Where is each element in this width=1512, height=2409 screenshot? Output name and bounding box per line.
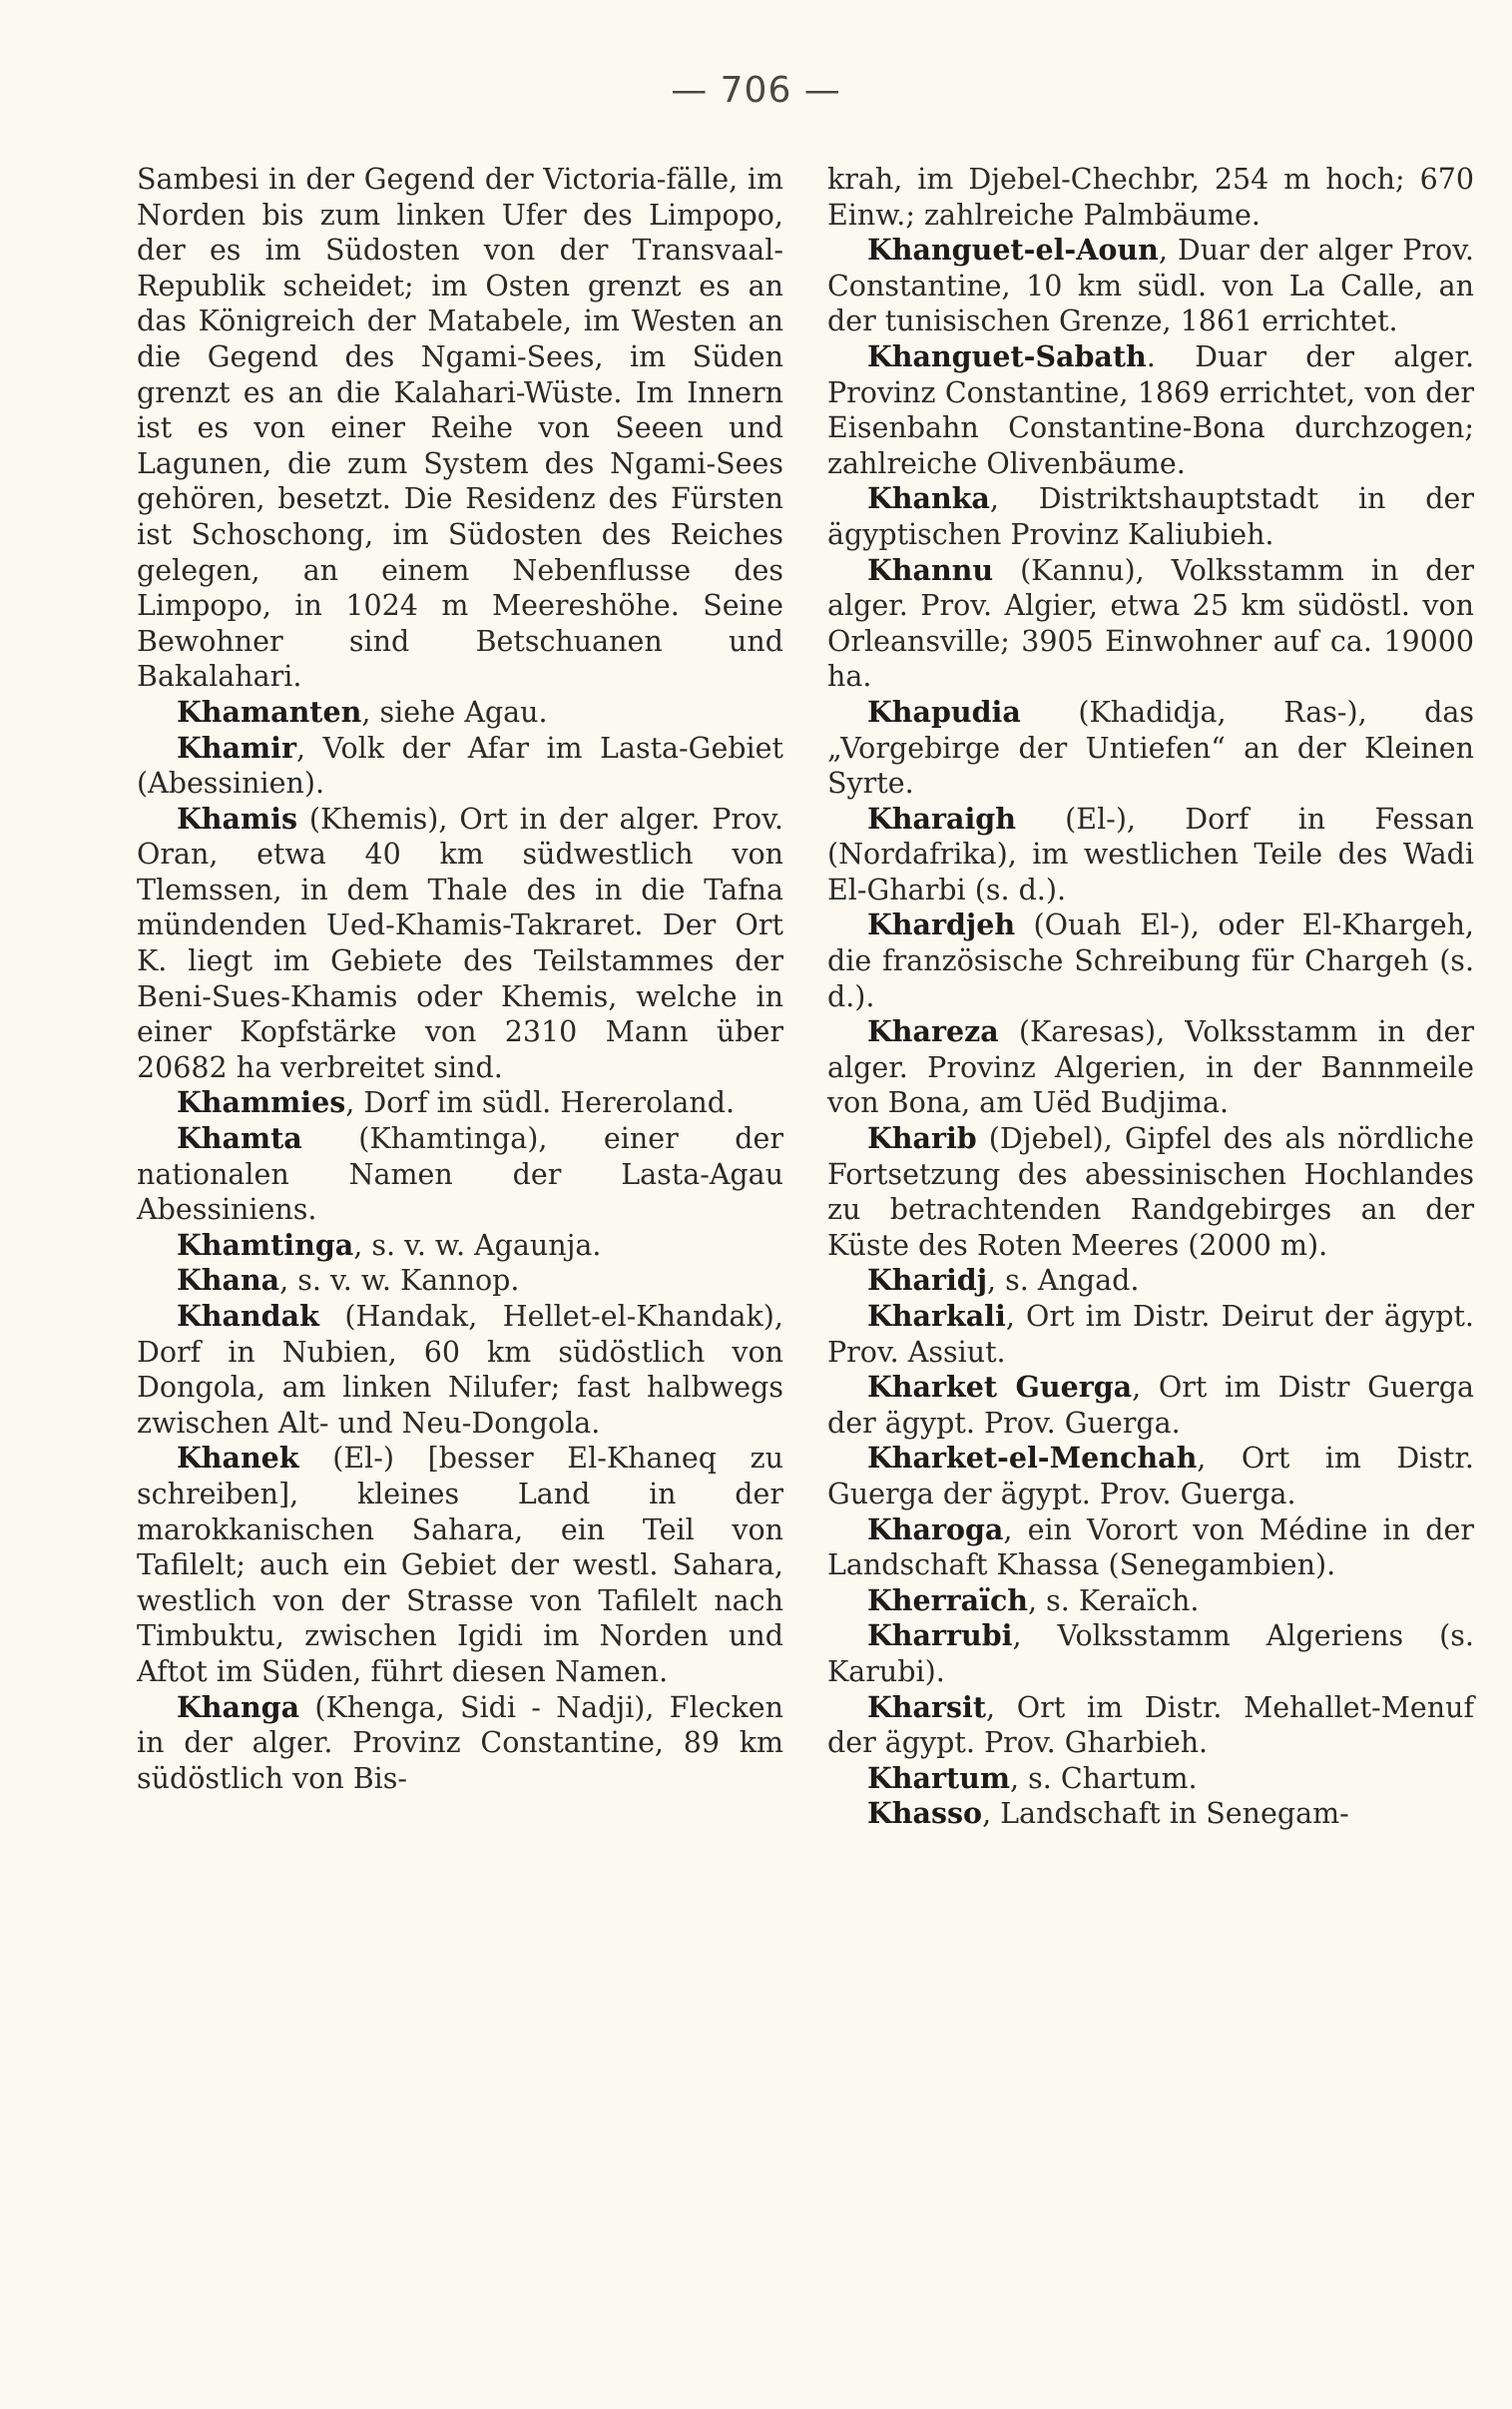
left-column (137, 162, 783, 1796)
dictionary-entry (827, 1263, 1474, 1299)
dictionary-entry (137, 731, 783, 802)
dictionary-entry (827, 1583, 1474, 1619)
dictionary-entry (827, 1441, 1474, 1511)
entry-text: , siehe Agau. (361, 695, 548, 729)
entry-text: , ein Vorort von Médine in der Landschaft Khassa (Senegambien). (827, 1512, 1474, 1582)
entry-text: krah, im Djebel-Chechbr, 254 m hoch; 670 Einw.; zahlreiche Palmbäume. (827, 163, 1474, 232)
dictionary-entry (827, 1690, 1474, 1761)
dictionary-entry (137, 1299, 783, 1441)
right-column (827, 162, 1474, 1832)
entry-headword: Kharkali (867, 1299, 1006, 1333)
entry-headword: Khammies (177, 1085, 346, 1120)
entry-text: (Khadidja, Ras-), das „Vorgebirge der Untiefen“ an der Kleinen Syrte. (827, 695, 1474, 801)
entry-text: , Ort im Distr Guerga der ägypt. Prov. Guerga. (827, 1371, 1474, 1440)
entry-headword: Kherraïch (867, 1582, 1029, 1617)
dictionary-entry (137, 1085, 783, 1121)
dictionary-entry (827, 907, 1474, 1014)
entry-headword: Khamta (177, 1121, 302, 1156)
entry-text: (Khemis), Ort in der alger. Prov. Oran, etwa 40 km südwestlich von Tlemssen, in dem Thale des in die Tafna mündenden Ued-Khamis-Takraret. Der Ort K. liegt im Gebiete des Teilstammes der Beni-Sues-Khamis oder Khemis, welche in einer Kopfstärke von 2310 Mann über 20682 ha verbreitet sind. (137, 802, 783, 1084)
entry-text: , Duar der alger Prov. Constantine, 10 km südl. von La Calle, an der tunisischen Grenze, 1861 errichtet. (827, 234, 1474, 338)
dictionary-entry (137, 802, 783, 1086)
dictionary-entry (827, 1014, 1474, 1121)
entry-headword: Khamanten (177, 694, 362, 729)
entry-text: , Ort im Distr. Guerga der ägypt. Prov. Guerga. (827, 1442, 1474, 1510)
entry-text: (Ouah El-), oder El-Khargeh, die französische Schreibung für Chargeh (s. d.). (827, 908, 1474, 1013)
entry-headword: Kharidj (867, 1263, 988, 1298)
entry-headword: Khanguet-Sabath (867, 338, 1147, 373)
dictionary-entry (827, 1512, 1474, 1583)
entry-headword: Khareza (867, 1014, 999, 1049)
entry-headword: Khanek (177, 1441, 299, 1476)
entry-headword: Khandak (177, 1299, 319, 1333)
dictionary-entry (137, 1228, 783, 1264)
entry-text: , Distriktshauptstadt in der ägyptischen Provinz Kaliubieh. (827, 482, 1474, 551)
entry-text: (Handak, Hellet-el-Khandak), Dorf in Nubien, 60 km südöstlich von Dongola, am linken Nilufer; fast halbwegs zwischen Alt- und Neu-Dongola. (137, 1300, 783, 1440)
entry-text: (Kannu), Volksstamm in der alger. Prov. Algier, etwa 25 km südöstl. von Orleansville; 3905 Einwohner auf ca. 19000 ha. (827, 553, 1474, 694)
entry-text: (El-) [besser El-Khaneq zu schreiben], kleines Land in der marokkanischen Sahara, ein Teil von Tafilelt; auch ein Gebiet der westl. Sahara, westlich von der Strasse von Tafilelt nach Timbuktu, zwischen Igidi im Norden und Aftot im Süden, führt diesen Namen. (137, 1442, 783, 1688)
entry-text: , Ort im Distr. Deirut der ägypt. Prov. Assiut. (827, 1300, 1474, 1369)
entry-text: , s. v. w. Agaunja. (353, 1228, 602, 1262)
entry-text: . Duar der alger. Provinz Constantine, 1869 errichtet, von der Eisenbahn Constantine-Bona durchzogen; zahlreiche Olivenbäume. (827, 339, 1474, 480)
entry-headword: Khamtinga (177, 1227, 354, 1262)
entry-text: , s. v. w. Kannop. (279, 1264, 520, 1298)
entry-text: Sambesi in der Gegend der Victoria-fälle, im Norden bis zum linken Ufer des Limpopo, der es im Südosten von der Transvaal-Republik scheidet; im Osten grenzt es an das Königreich der Matabele, im Westen an die Gegend des Ngami-Sees, im Süden grenzt es an die Kalahari-Wüste. Im Innern ist es von einer Reihe von Seeen und Lagunen, die zum System des Ngami-Sees gehören, besetzt. Die Residenz des Fürsten ist Schoschong, im Südosten des Reiches gelegen, an einem Nebenflusse des Limpopo, in 1024 m Meereshöhe. Seine Bewohner sind Betschuanen und Bakalahari. (137, 163, 783, 694)
entry-headword: Kharaigh (867, 801, 1016, 836)
entry-headword: Khanga (177, 1689, 300, 1724)
entry-text: (El-), Dorf in Fessan (Nordafrika), im westlichen Teile des Wadi El-Gharbi (s. d.). (827, 802, 1474, 906)
entry-headword: Khartum (867, 1760, 1011, 1795)
dictionary-entry (827, 802, 1474, 908)
dictionary-entry (827, 1761, 1474, 1797)
dictionary-entry (827, 1370, 1474, 1441)
dictionary-entry (827, 553, 1474, 695)
dictionary-entry (827, 1121, 1474, 1263)
dictionary-entry (137, 1441, 783, 1689)
entry-text: (Djebel), Gipfel des als nördliche Fortsetzung des abessinischen Hochlandes zu betrachtenden Randgebirges an der Küste des Roten Meeres (2000 m). (827, 1122, 1474, 1262)
entry-text: , Volk der Afar im Lasta-Gebiet (Abessinien). (137, 731, 783, 801)
dictionary-entry (827, 1796, 1474, 1832)
entry-text: (Khenga, Sidi - Nadji), Flecken in der alger. Provinz Constantine, 89 km südöstlich von Bis- (137, 1690, 783, 1795)
dictionary-entry (137, 695, 783, 731)
entry-headword: Khanguet-el-Aoun (867, 233, 1159, 268)
dictionary-entry (827, 1618, 1474, 1689)
dictionary-entry (137, 1121, 783, 1228)
entry-headword: Khamir (177, 730, 296, 765)
entry-headword: Kharrubi (867, 1618, 1013, 1653)
entry-headword: Kharoga (867, 1511, 1004, 1546)
entry-headword: Kharsit (867, 1689, 987, 1724)
entry-text: , s. Keraïch. (1028, 1583, 1200, 1617)
dictionary-entry (827, 481, 1474, 552)
entry-text: , Ort im Distr. Mehallet-Menuf der ägypt. Prov. Gharbieh. (827, 1690, 1474, 1760)
entry-text: , Dorf im südl. Hereroland. (345, 1086, 736, 1120)
entry-headword: Khapudia (867, 694, 1021, 729)
entry-headword: Khannu (867, 552, 994, 587)
entry-text: , s. Chartum. (1010, 1761, 1198, 1795)
entry-headword: Khana (177, 1263, 280, 1298)
dictionary-entry (137, 1263, 783, 1299)
dictionary-entry (827, 233, 1474, 339)
entry-text: , Volksstamm Algeriens (s. Karubi). (827, 1619, 1474, 1688)
dictionary-entry (827, 695, 1474, 802)
page-number: — 706 — (671, 70, 841, 111)
entry-headword: Khardjeh (867, 907, 1016, 942)
entry-headword: Khasso (867, 1796, 983, 1831)
entry-headword: Kharib (867, 1121, 977, 1156)
dictionary-entry (827, 1299, 1474, 1370)
entry-continuation (827, 162, 1474, 233)
entry-headword: Kharket Guerga (867, 1370, 1133, 1405)
entry-text: (Khamtinga), einer der nationalen Namen der Lasta-Agau Abessiniens. (137, 1122, 783, 1227)
entry-text: , s. Angad. (987, 1264, 1140, 1298)
entry-headword: Kharket-el-Menchah (867, 1441, 1198, 1476)
entry-continuation (137, 162, 783, 695)
dictionary-entry (137, 1690, 783, 1797)
entry-text: (Karesas), Volksstamm in der alger. Provinz Algerien, in der Bannmeile von Bona, am Uëd Budjima. (827, 1015, 1474, 1120)
entry-text: , Landschaft in Senegam- (982, 1797, 1349, 1831)
entry-headword: Khamis (177, 801, 297, 836)
dictionary-entry (827, 339, 1474, 481)
entry-headword: Khanka (867, 481, 990, 516)
